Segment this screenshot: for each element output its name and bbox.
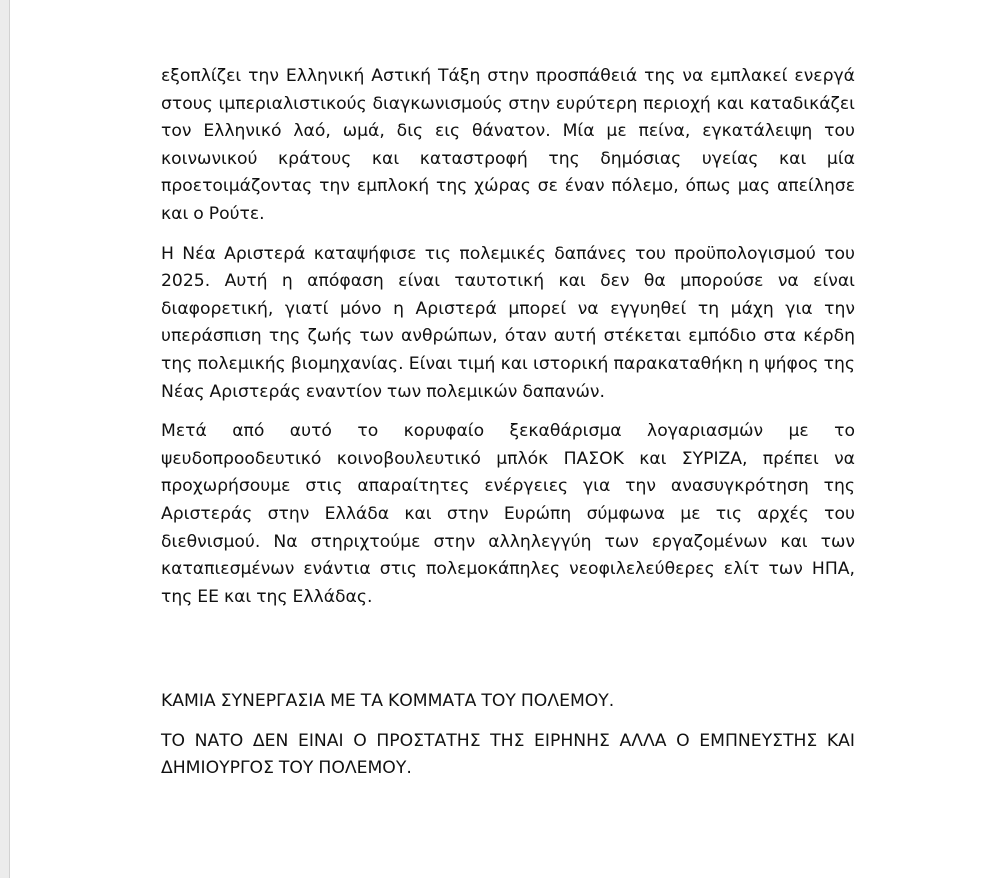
- document-body: [161, 63, 855, 611]
- left-margin-gutter: [0, 0, 10, 878]
- paragraph-weapons-budget: εξοπλίζει την Ελληνική Αστική Τάξη στην προσπάθειά της να εμπλακεί ενεργά στους ιμπεριαλιστικούς διαγκωνισμούς στην ευρύτερη περιοχή και καταδικάζει τον Ελληνικό λαό, ωμά, δις εις θάνατον. Μία με πείνα, εγκατάλειψη του κοινωνικού κράτους και καταστροφή της δημόσιας υγείας και μία προετοιμάζοντας την εμπλοκή της χώρας σε έναν πόλεμο, όπως μας απείλησε και ο Ρούτε.: [161, 66, 855, 224]
- slogan-no-cooperation: ΚΑΜΙΑ ΣΥΝΕΡΓΑΣΙΑ ΜΕ ΤΑ ΚΟΜΜΑΤΑ ΤΟΥ ΠΟΛΕΜΟΥ.: [161, 691, 615, 711]
- document-page: [10, 0, 1000, 878]
- paragraph-left-regroup: Μετά από αυτό το κορυφαίο ξεκαθάρισμα λογαριασμών με το ψευδοπροοδευτικό κοινοβουλευτικό μπλόκ ΠΑΣΟΚ και ΣΥΡΙΖΑ, πρέπει να προχωρήσουμε στις απαραίτητες ενέργειες για την ανασυγκρότηση της Αριστεράς στην Ελλάδα και στην Ευρώπη σύμφωνα με τις αρχές του διεθνισμού. Να στηριχτούμε στην αλληλεγγύη των εργαζομένων και των καταπιεσμένων ενάντια στις πολεμοκάπηλες νεοφιλελεύθερες ελίτ των ΗΠΑ, της ΕΕ και της Ελλάδας.: [161, 421, 855, 607]
- closing-slogans: [161, 688, 855, 783]
- paragraph-vote-against: Η Νέα Αριστερά καταψήφισε τις πολεμικές δαπάνες του προϋπολογισμού του 2025. Αυτή η απόφαση είναι ταυτοτική και δεν θα μπορούσε να είναι διαφορετική, γιατί μόνο η Αριστερά μπορεί να εγγυηθεί τη μάχη για την υπεράσπιση της ζωής των ανθρώπων, όταν αυτή στέκεται εμπόδιο στα κέρδη της πολεμικής βιομηχανίας. Είναι τιμή και ιστορική παρακαταθήκη η ψήφος της Νέας Αριστεράς εναντίον των πολεμικών δαπανών.: [161, 243, 855, 402]
- slogan-nato: ΤΟ ΝΑΤΟ ΔΕΝ ΕΙΝΑΙ Ο ΠΡΟΣΤΑΤΗΣ ΤΗΣ ΕΙΡΗΝΗΣ ΑΛΛΑ Ο ΕΜΠΝΕΥΣΤΗΣ ΚΑΙ ΔΗΜΙΟΥΡΓΟΣ ΤΟΥ ΠΟΛΕΜΟΥ.: [161, 730, 855, 779]
